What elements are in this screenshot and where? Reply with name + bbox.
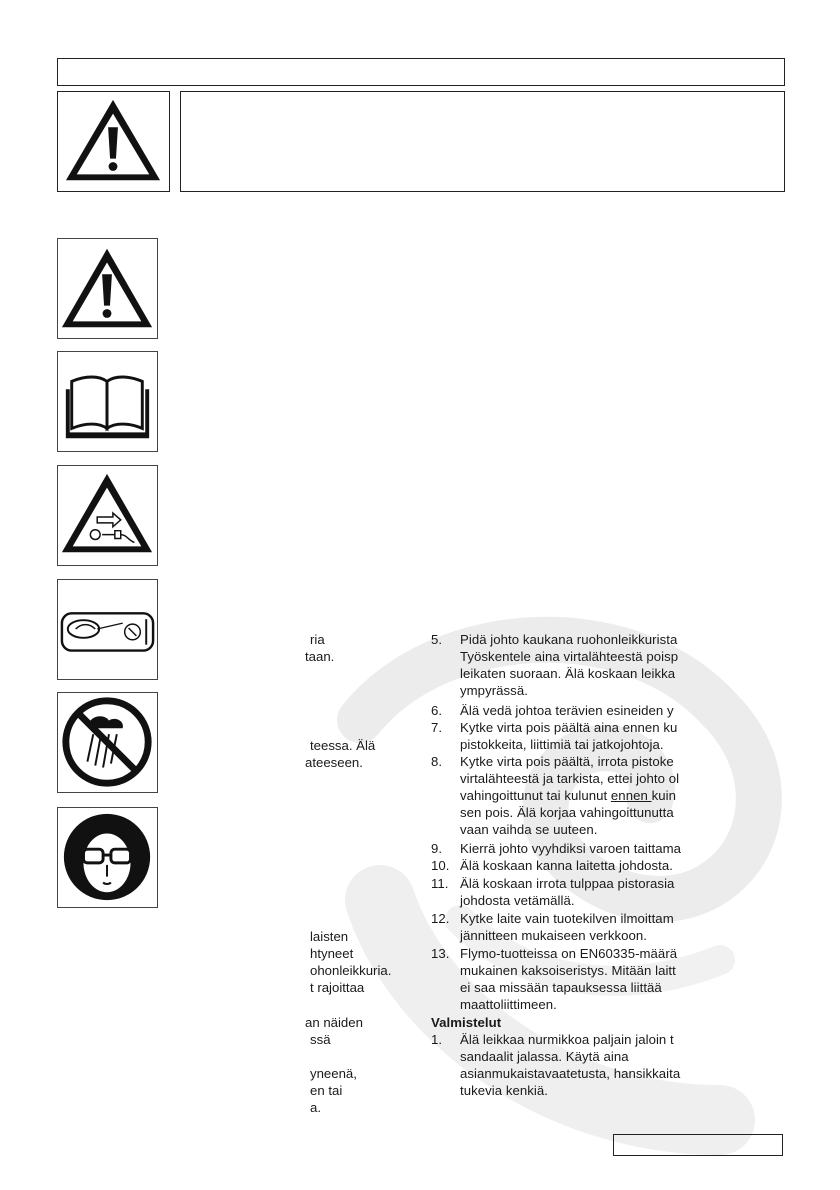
list-item-text: pistokkeita, liittimiä tai jatkojohtoja. <box>460 737 664 752</box>
list-item-number: 10. <box>431 858 450 873</box>
list-item-text: Älä leikkaa nurmikkoa paljain jaloin t <box>460 1032 674 1047</box>
icon-frame-6 <box>57 807 158 908</box>
left-text-fragment: htyneet <box>310 946 354 961</box>
cable-hazard-icon <box>58 580 157 679</box>
left-text-fragment: en tai <box>310 1083 343 1098</box>
list-item-text: sandaalit jalassa. Käytä aina <box>460 1049 629 1064</box>
list-item-text: ympyrässä. <box>460 683 528 698</box>
list-item-text: Pidä johto kaukana ruohonleikkurista <box>460 632 678 647</box>
icon-frame-1 <box>57 238 158 339</box>
list-item-number: 11. <box>431 876 449 891</box>
list-item-text <box>460 787 676 804</box>
text-segment: kuin <box>651 788 676 803</box>
list-item-number: 12. <box>431 911 450 926</box>
left-text-fragment: taan. <box>305 649 335 664</box>
text-segment: vahingoittunut tai kulunut <box>460 788 611 803</box>
list-item-text: vaan vaihda se uuteen. <box>460 822 598 837</box>
list-item-number: 1. <box>431 1032 443 1047</box>
header-warning-text-box <box>180 91 785 192</box>
list-item-text: Kierrä johto vyyhdiksi varoen taittama <box>460 841 682 856</box>
list-item-number: 6. <box>431 703 443 718</box>
list-item-text: tukevia kenkiä. <box>460 1083 548 1098</box>
list-item-text: Kytke laite vain tuotekilven ilmoittam <box>460 911 674 926</box>
header-title-bar <box>57 58 785 86</box>
underlined-word: ennen <box>610 788 652 803</box>
icon-frame-2 <box>57 351 158 452</box>
section-heading: Valmistelut <box>431 1015 502 1030</box>
list-item-number: 9. <box>431 841 443 856</box>
list-item-text: Älä vedä johtoa terävien esineiden y <box>460 703 674 718</box>
warning-triangle-icon <box>58 239 157 338</box>
list-item-text: sen pois. Älä korjaa vahingoittunutta <box>460 805 674 820</box>
list-item-text: mukainen kaksoiseristys. Mitään laitt <box>460 963 676 978</box>
left-text-fragment: ssä <box>310 1032 331 1047</box>
list-item-text: leikaten suoraan. Älä koskaan leikka <box>460 666 676 681</box>
left-text-fragment: a. <box>310 1100 321 1115</box>
list-item-text: Älä koskaan kanna laitetta johdosta. <box>460 858 673 873</box>
icon-frame-5 <box>57 692 158 793</box>
list-item-text: virtalähteestä ja tarkista, ettei johto ol <box>460 771 680 786</box>
list-item-text: Flymo-tuotteissa on EN60335-määrä <box>460 946 678 961</box>
left-text-fragment: teessa. Älä <box>310 738 376 753</box>
list-item-text: asianmukaistavaatetusta, hansikkaita <box>460 1066 681 1081</box>
left-text-fragment: ohonleikkuria. <box>310 963 392 978</box>
list-item-text: Kytke virta pois päältä, irrota pistoke <box>460 754 674 769</box>
safety-goggles-icon <box>58 808 157 907</box>
list-item-text: Älä koskaan irrota tulppaa pistorasia <box>460 876 675 891</box>
list-item-text: ei saa missään tapauksessa liittää <box>460 980 662 995</box>
list-item-number: 13. <box>431 946 450 961</box>
manual-book-icon <box>58 352 157 451</box>
list-item-number: 7. <box>431 720 443 735</box>
icon-frame-4 <box>57 579 158 680</box>
list-item-text: jännitteen mukaiseen verkkoon. <box>460 928 647 943</box>
left-text-fragment: yneenä, <box>310 1066 357 1081</box>
list-item-text: Työskentele aina virtalähteestä poisp <box>460 649 679 664</box>
list-item-text: johdosta vetämällä. <box>460 893 575 908</box>
left-text-fragment: an näiden <box>305 1015 363 1030</box>
header-icon-frame <box>57 91 170 192</box>
left-text-fragment: laisten <box>310 929 349 944</box>
list-item-number: 8. <box>431 754 443 769</box>
list-item-text: Kytke virta pois päältä aina ennen ku <box>460 720 678 735</box>
icon-frame-3 <box>57 465 158 566</box>
page-number-box <box>613 1134 783 1156</box>
unplug-warning-icon <box>58 466 157 565</box>
list-item-text: maattoliittimeen. <box>460 997 557 1012</box>
left-text-fragment: t rajoittaa <box>310 980 365 995</box>
no-rain-icon <box>58 693 157 792</box>
left-text-fragment: ateeseen. <box>305 755 363 770</box>
left-text-fragment: ria <box>310 632 325 647</box>
warning-triangle-icon <box>58 92 169 191</box>
list-item-number: 5. <box>431 632 443 647</box>
